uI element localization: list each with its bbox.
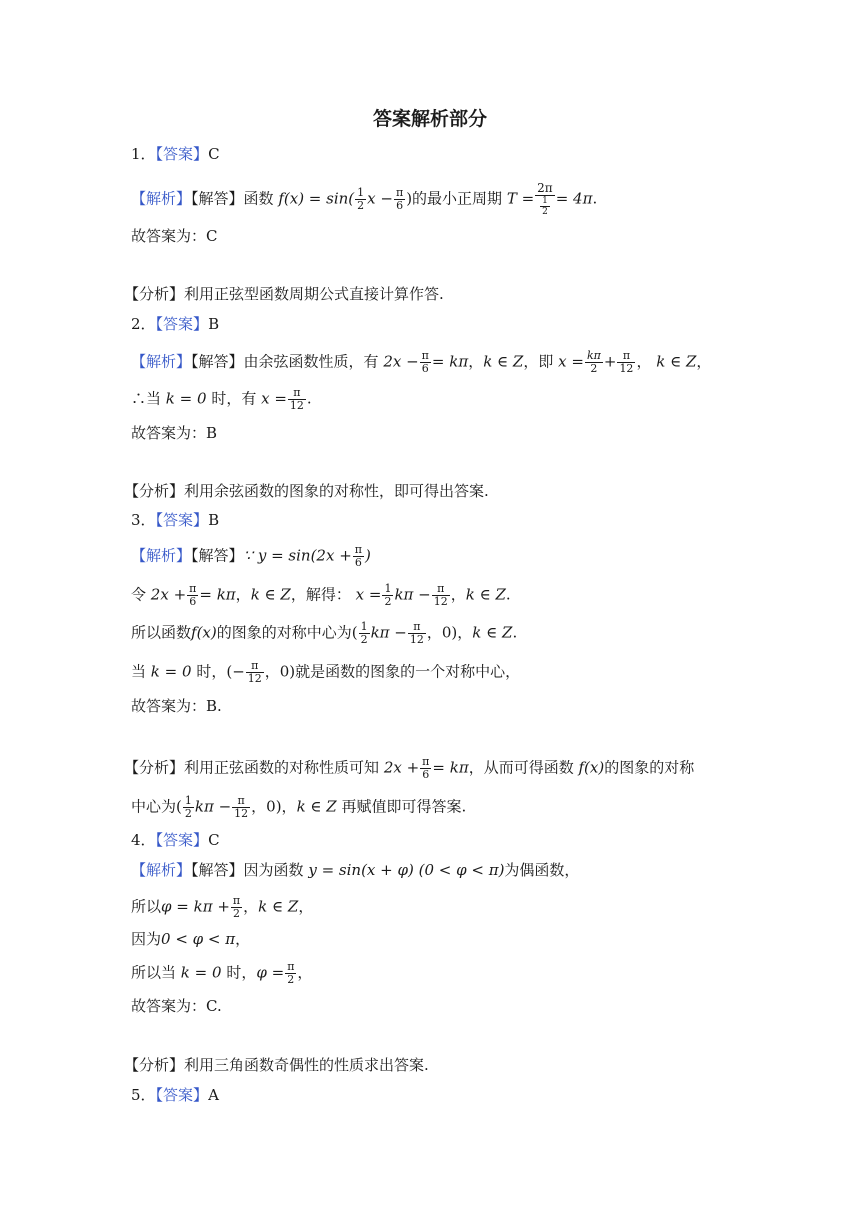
answer-tag: 【答案】: [155, 511, 209, 529]
text: ，解得：: [290, 585, 351, 604]
text: 所以函数: [131, 623, 192, 642]
analysis-tag: 【分析】: [124, 758, 185, 777]
math: φ = kπ +: [161, 897, 230, 916]
math: k ∈ Z: [258, 897, 299, 916]
math: ∵ y = sin(2x +: [243, 546, 352, 565]
text: ，: [297, 963, 313, 982]
math: k ∈ Z: [483, 352, 524, 371]
item-5-answer-line: [131, 1085, 219, 1105]
analysis-tag: 【解析】: [131, 546, 192, 565]
math: k = 0: [180, 963, 222, 982]
fraction: $\frac{1}{2}$: [384, 582, 392, 608]
text: 的图象的对称中心为(: [216, 623, 358, 642]
math: = kπ: [431, 352, 469, 371]
text: 所以: [131, 897, 162, 916]
analysis-text: 利用三角函数奇偶性的性质求出答案.: [184, 1056, 429, 1074]
analysis-tag: 【解析】: [131, 189, 192, 208]
fraction: $\frac{\pi}{12}$: [289, 386, 304, 412]
item-2-analysis: [124, 481, 489, 501]
math: y = sin(x + φ) (0 < φ < π): [308, 861, 505, 879]
item-3-solution-line-1: [131, 544, 371, 569]
math: kπ −: [194, 797, 232, 816]
math: = kπ: [432, 758, 469, 777]
text: 的图象的对称: [604, 758, 695, 777]
text: 时，(: [196, 662, 233, 681]
solution-tag: 【解答】: [191, 861, 244, 879]
item-number: 1．: [131, 145, 156, 163]
text: 当: [131, 662, 147, 681]
fraction: $\frac{1}{2}$: [184, 794, 192, 820]
text: ，: [468, 352, 484, 371]
math: φ =: [256, 963, 285, 982]
item-3-analysis-line-2: [131, 795, 466, 820]
math: 2x +: [150, 585, 187, 604]
page-title: 答案解析部分: [372, 108, 487, 130]
math: 2x −: [383, 352, 419, 371]
item-2-conclusion: 故答案为：B: [131, 424, 218, 442]
item-3-analysis-line-1: [124, 756, 694, 781]
fraction: $\frac{\pi}{6}$: [189, 582, 197, 608]
item-number: 2．: [131, 315, 156, 333]
analysis-tag: 【解析】: [131, 352, 192, 371]
math: k ∈ Z: [250, 585, 291, 604]
text: 因为: [131, 930, 162, 948]
text: 函数: [243, 189, 274, 208]
text: 所以当: [131, 963, 177, 982]
text: 利用正弦函数的对称性质可知: [184, 758, 380, 777]
text: .: [512, 623, 518, 642]
answer-tag: 【答案】: [155, 145, 209, 163]
fraction: $\frac{1}{2}$: [360, 620, 368, 646]
item-4-solution-line-2: [131, 895, 313, 920]
item-3-answer-line: [131, 510, 219, 530]
math: ): [365, 546, 371, 565]
math: k = 0: [150, 662, 192, 681]
math: 0 < φ < π: [161, 930, 236, 948]
answer-value: C: [208, 831, 220, 849]
item-number: 4．: [131, 831, 156, 849]
math: x =: [261, 389, 287, 408]
text: ，: [298, 897, 314, 916]
fraction: $\frac{\pi}{2}$: [287, 960, 295, 986]
analysis-tag: 【分析】: [124, 482, 185, 500]
text: .: [306, 389, 312, 408]
math: = 4π: [555, 189, 593, 208]
solution-tag: 【解答】: [191, 189, 244, 208]
item-number: 5．: [131, 1086, 156, 1104]
item-3-solution-line-2: [131, 583, 511, 608]
text: +: [603, 352, 617, 371]
text: ，0)，: [251, 797, 297, 816]
item-4-solution-line-4: [131, 961, 312, 986]
item-2-solution-line-1: [131, 350, 711, 375]
math: k ∈ Z: [296, 797, 337, 816]
text: ，: [636, 352, 652, 371]
analysis-tag: 【分析】: [124, 285, 185, 303]
text: ，: [235, 585, 251, 604]
math: k ∈ Z: [656, 352, 697, 371]
analysis-text: 利用余弦函数的图象的对称性，即可得出答案.: [184, 482, 489, 500]
answer-tag: 【答案】: [155, 831, 209, 849]
item-4-conclusion: 故答案为：C.: [131, 997, 222, 1015]
math: 2x +: [383, 758, 420, 777]
text: )的最小正周期: [406, 189, 503, 208]
item-4-answer-line: [131, 830, 220, 850]
analysis-text: 利用正弦型函数周期公式直接计算作答.: [184, 285, 444, 303]
text: 由余弦函数性质，有: [243, 352, 384, 371]
solution-tag: 【解答】: [191, 546, 244, 565]
solution-tag: 【解答】: [191, 352, 244, 371]
item-1-solution-line: [131, 182, 597, 217]
math: f(x): [191, 623, 217, 642]
fraction: $\frac{1}{2}$: [357, 186, 365, 212]
fraction: $\frac{\pi}{12}$: [433, 582, 448, 608]
text: ，0)，: [426, 623, 473, 642]
text: .: [505, 585, 511, 604]
text: ，: [696, 352, 712, 371]
answer-tag: 【答案】: [155, 1086, 209, 1104]
item-3-conclusion: 故答案为：B.: [131, 697, 222, 715]
fraction: $\frac{\pi}{6}$: [422, 755, 430, 781]
fraction: $\frac{\pi}{6}$: [421, 349, 429, 375]
text: 时，有: [211, 389, 257, 408]
math: = kπ: [199, 585, 236, 604]
text: ，: [243, 897, 259, 916]
item-3-solution-line-3: [131, 621, 517, 646]
text: ，: [450, 585, 466, 604]
math: x =: [558, 352, 584, 371]
math: x =: [355, 585, 382, 604]
item-4-analysis: [124, 1055, 429, 1075]
text: ，即: [523, 352, 554, 371]
fraction: $\frac{\pi}{6}$: [354, 543, 363, 569]
answer-value: B: [208, 315, 220, 333]
math: kπ −: [394, 585, 431, 604]
fraction: $\frac{\pi}{6}$: [395, 186, 404, 212]
fraction: $\frac{\pi}{2}$: [232, 894, 241, 920]
item-1-analysis: [124, 284, 444, 304]
math: −: [232, 662, 245, 681]
answer-value: B: [208, 511, 220, 529]
math: k ∈ Z: [472, 623, 513, 642]
text: ，0)就是函数的图象的一个对称中心，: [264, 662, 521, 681]
math: f(x) = sin(: [278, 189, 355, 208]
answer-value: C: [208, 145, 220, 163]
text: 中心为(: [131, 797, 182, 816]
item-number: 3．: [131, 511, 156, 529]
fraction: $\frac{k\pi}{2}$: [586, 349, 601, 375]
fraction: $\frac{2\pi}{\frac{1}{2}}$: [537, 181, 553, 217]
math: k = 0: [165, 389, 207, 408]
math: k ∈ Z: [465, 585, 506, 604]
item-2-answer-line: [131, 314, 219, 334]
math: T =: [506, 189, 535, 208]
fraction: $\frac{\pi}{12}$: [619, 349, 634, 375]
text: 再赋值即可得答案.: [341, 797, 467, 816]
item-3-solution-line-4: [131, 660, 520, 685]
analysis-tag: 【解析】: [131, 861, 192, 879]
text: 令: [131, 585, 147, 604]
item-1-answer-line: [131, 144, 220, 164]
text: ，从而可得函数: [468, 758, 574, 777]
item-4-solution-line-1: [131, 860, 579, 880]
analysis-tag: 【分析】: [124, 1056, 185, 1074]
text: 为偶函数，: [504, 861, 580, 879]
item-4-solution-line-3: [131, 929, 250, 949]
math: kπ −: [370, 623, 407, 642]
text: 因为函数: [243, 861, 304, 879]
text: .: [592, 189, 598, 208]
answer-tag: 【答案】: [155, 315, 209, 333]
fraction: $\frac{\pi}{12}$: [409, 620, 424, 646]
text: ∴当: [131, 389, 162, 408]
math: f(x): [578, 758, 605, 777]
item-1-conclusion: 故答案为：C: [131, 227, 218, 245]
item-2-solution-line-2: [131, 387, 312, 412]
text: ，: [235, 930, 251, 948]
text: 时，: [226, 963, 257, 982]
fraction: $\frac{\pi}{12}$: [247, 659, 262, 685]
answer-value: A: [208, 1086, 219, 1104]
math: x −: [367, 189, 393, 208]
fraction: $\frac{\pi}{12}$: [234, 794, 249, 820]
